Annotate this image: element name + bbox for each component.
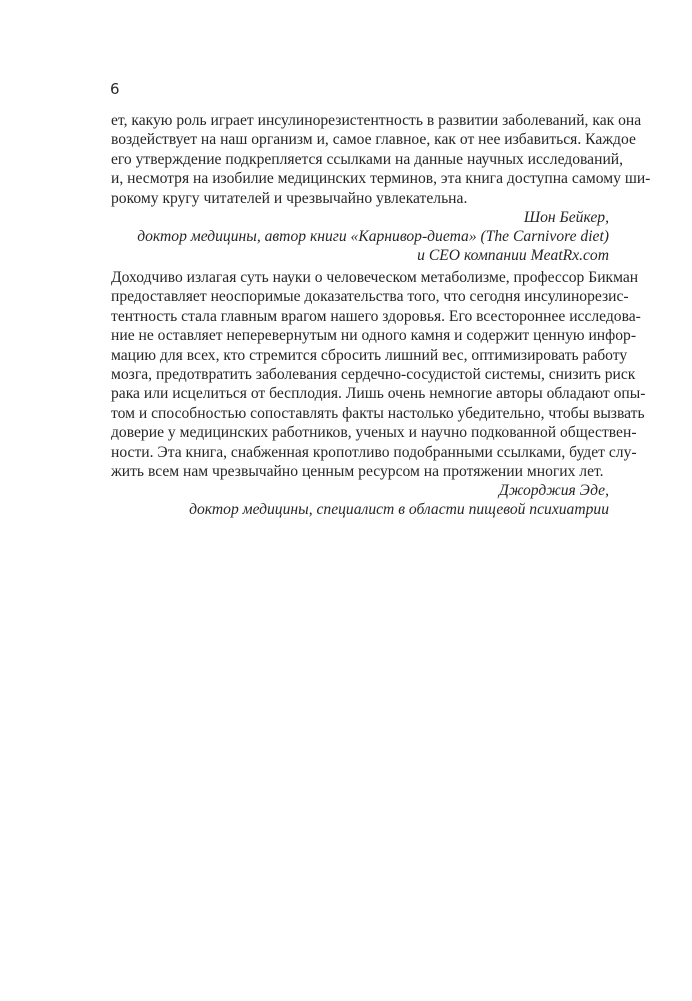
text-line: воздействует на наш организм и, самое главное, как от нее избавиться. Каждое (111, 131, 636, 149)
text-line: рокому кругу читателей и чрезвычайно увлекательна. (111, 189, 468, 207)
text-line: рака или исцелиться от бесплодия. Лишь очень немногие авторы обладают опы- (111, 385, 646, 403)
quote-1-body (111, 111, 651, 208)
text-line: мацию для всех, кто стремится сбросить лишний вес, оптимизировать работу (111, 346, 628, 364)
attribution-author: Шон Бейкер, (523, 209, 609, 226)
text-line: Доходчиво излагая суть науки о человеческом метаболизме, профессор Бикман (111, 269, 639, 286)
text-line: предоставляет неоспоримые доказательства того, что сегодня инсулинорезис- (111, 288, 629, 306)
text-line: ности. Эта книга, снабженная кропотливо подобранными ссылками, будет слу- (111, 443, 637, 461)
text-line: жить всем нам чрезвычайно ценным ресурсом на протяжении многих лет. (111, 462, 604, 480)
attribution-credentials: доктор медицины, специалист в области пищевой психиатрии (189, 501, 609, 519)
text-line: и, несмотря на изобилие медицинских терминов, эта книга доступна самому ши- (111, 170, 651, 188)
quote-1-attribution (111, 208, 609, 266)
text-line: ет, какую роль играет инсулинорезистентность в развитии заболеваний, как она (111, 112, 642, 129)
text-line: доверие у медицинских работников, ученых и научно подкованной обществен- (111, 424, 637, 442)
text-line: ние не оставляет неперевернутым ни одного камня и содержит ценную инфор- (111, 327, 637, 345)
attribution-author: Джорджия Эде, (498, 482, 609, 499)
quote-2-attribution (111, 481, 609, 519)
quote-2-body (111, 268, 646, 481)
text-line: том и способностью сопоставлять факты настолько убедительно, чтобы вызвать (111, 404, 645, 422)
page-number: 6 (110, 80, 120, 98)
text-line: мозга, предотвратить заболевания сердечно-сосудистой системы, снизить риск (111, 365, 636, 383)
text-line: тентность стала главным врагом нашего здоровья. Его всестороннее исследова- (111, 307, 641, 325)
attribution-credentials: и CEO компании MeatRx.com (417, 247, 609, 265)
attribution-credentials: доктор медицины, автор книги «Карнивор-диета» (The Carnivore diet) (137, 228, 609, 246)
text-line: его утверждение подкрепляется ссылками на данные научных исследований, (111, 150, 624, 168)
